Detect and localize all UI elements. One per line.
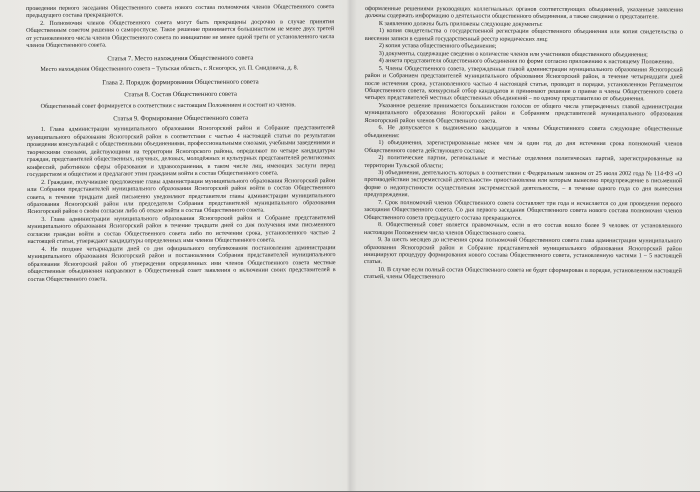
right-page	[363, 6, 683, 492]
paragraph: Общественный совет формируется в соответствии с настоящим Положением и состоит из членов.	[40, 101, 296, 110]
paragraph: 1) объединения, зарегистрированные менее чем за один год до дня истечения срока полномочий членов Общественного совета действующего состава;	[364, 140, 683, 155]
paragraph: 5. Члены Общественного совета, утвержденные главой администрации муниципального образования Ясногорский район и Собранием представителей муниципального образования Ясногорский район, в течение четырнадцати дней после истечения срока, установленного частью 4 настоящей статьи, проводят в порядке, установленном Регламентом Общественного совета, конкурсный отбор кандидатов и принимают решение о приеме в члены Общественного совета четырех представителей местных общественных объединений – по одному представителю от объединения.	[364, 65, 683, 103]
paragraph: Место нахождения Общественного совета – Тульская область, г. Ясногорск, ул. П. Смидовича, д. 8.	[40, 65, 299, 74]
paragraph: 3) объединения, деятельность которых в соответствии с Федеральным законом от 25 июля 2002 года № 114-ФЗ «О противодействии экстремистской деятельности» приостановлена или которым вынесено предупреждение в письменной форме о недопустимости осуществления экстремистской деятельности, – в течение одного года со дня вынесения предупреждения.	[364, 170, 683, 199]
paragraph: 7. Срок полномочий членов Общественного совета составляет три года и исчисляется со дня проведения первого заседания Общественного совета. Со дня первого заседания Общественного совета нового состава полномочия членов Общественного совета предыдущего состава прекращаются.	[364, 199, 683, 222]
paragraph: оформленные решениями руководящих коллегиальных органов соответствующих объединений, указанные заявления должны содержать информацию о деятельности общественного объединения, а также сведения о представителе.	[364, 6, 683, 21]
paragraph: К заявлению должны быть приложены следующие документы:	[378, 20, 543, 28]
paragraph: 2) копия устава общественного объединения;	[378, 43, 497, 50]
paragraph: Указанное решение принимается большинством голосов от общего числа утвержденных главой администрации муниципального образования Ясногорский район и Собранием представителей муниципального образования Ясногорский район членов Общественного совета.	[364, 102, 683, 125]
article-heading: Статья 8. Состав Общественного совета	[124, 90, 237, 99]
paragraph: 1. Глава администрации муниципального образования Ясногорский район и Собрание представителей муниципального образования Ясногорский район в соответствии с частью 4 настоящей статьи по результатам проведения консультаций с общественными объединениями, профессиональными союзами, учебными заведениями и творческими союзами, действующими на территории Ясногорского района, определяют по четыре кандидатуры граждан, представителей общественных, научных, деловых, молодёжных и культурных представителей религиозных конфессий, работников сферы образования и здравоохранения, в таком числе лиц, имеющих заслуги перед государством и обществом и предлагают этим гражданам войти в состав Общественного совета.	[26, 125, 336, 179]
paragraph: 3) документы, содержащие сведения о количестве членов или участников общественного объединения;	[378, 50, 648, 58]
paragraph: 6. Не допускается к выдвижению кандидатов в члены Общественного совета следующие общественные объединения:	[364, 125, 683, 139]
paragraph: 3. Глава администрации муниципального образования Ясногорский район и Собрание представителей муниципального образования Ясногорский район в течение тридцати дней со дня получения ими письменного согласия граждан войти в состав Общественного совета либо по истечении срока, установленного частью 2 настоящей статьи, утверждают кандидатуры определенных ими членов Общественного совета.	[27, 214, 336, 246]
left-page	[26, 4, 337, 491]
paragraph: 2. Граждане, получившие предложение главы администрации муниципального образования Ясногорский район или Собрания представителей муниципального образования Ясногорский район войти в состав Общественного совета, в течение тридцати дней письменно уведомляют представителя главы администрации муниципального образования Ясногорский район или председателя Собрания представителей муниципального образования Ясногорский район о своём согласии либо об отказе войти в состав Общественного совета.	[27, 177, 336, 216]
paragraph: 4) анкета представителя общественного объединения по форме согласно приложению к настоящему Положению.	[378, 58, 674, 66]
article-heading: Статья 9. Формирование Общественного совета	[113, 114, 249, 123]
paragraph: 9. За шесть месяцев до истечения срока полномочий Общественного совета глава администрации муниципального образования Ясногорский район и Собрание представителей муниципального образования Ясногорский район инициируют процедуру формирования нового состава Общественного совета, установленную частями 1 – 5 настоящей статьи.	[363, 237, 682, 266]
paragraph: 2. Полномочия членов Общественного совета могут быть прекращены досрочно в случае принятия Общественным советом решения о самороспуске. Такое решение принимается большинством не менее двух третей от установленного числа членов Общественного совета по инициативе не менее одной трети от установленного числа членов Общественного совета.	[26, 19, 335, 50]
article-heading: Статья 7. Место нахождения Общественного совета	[107, 54, 254, 63]
paragraph: проведения первого заседания Общественного совета нового состава полномочия членов Общественного совета предыдущего состава прекращаются.	[26, 4, 335, 20]
paragraph: 10. В случае если полный состав Общественного совета не будет сформирован в порядке, установленном настоящей статьей, члены Общественного	[363, 266, 682, 281]
paragraph: 4. Не позднее четырнадцати дней со дня официального опубликования постановления администрации муниципального образования Ясногорский район и постановления Собрания представителей муниципального образования Ясногорский район об утверждении определенных ими членов Общественного совета местные общественные объединения направляют в Общественный совет заявления о включении своих представителей в состав Общественного совета.	[27, 244, 336, 283]
paragraph: 1) копия свидетельства о государственной регистрации общественного объединения или копия свидетельства о внесении записи в единый государственный реестр юридических лиц;	[364, 28, 683, 43]
paragraph: 2) политические партии, региональные и местные отделения политических партий, зарегистрированные на территории Тульской области;	[364, 155, 683, 169]
article-heading: Глава 2. Порядок формирования Общественного совета	[102, 78, 259, 87]
paragraph: 8. Общественный совет является правомочным, если в его состав вошло более 9 человек от установленного настоящим Положением числа членов Общественного совета.	[363, 222, 683, 237]
